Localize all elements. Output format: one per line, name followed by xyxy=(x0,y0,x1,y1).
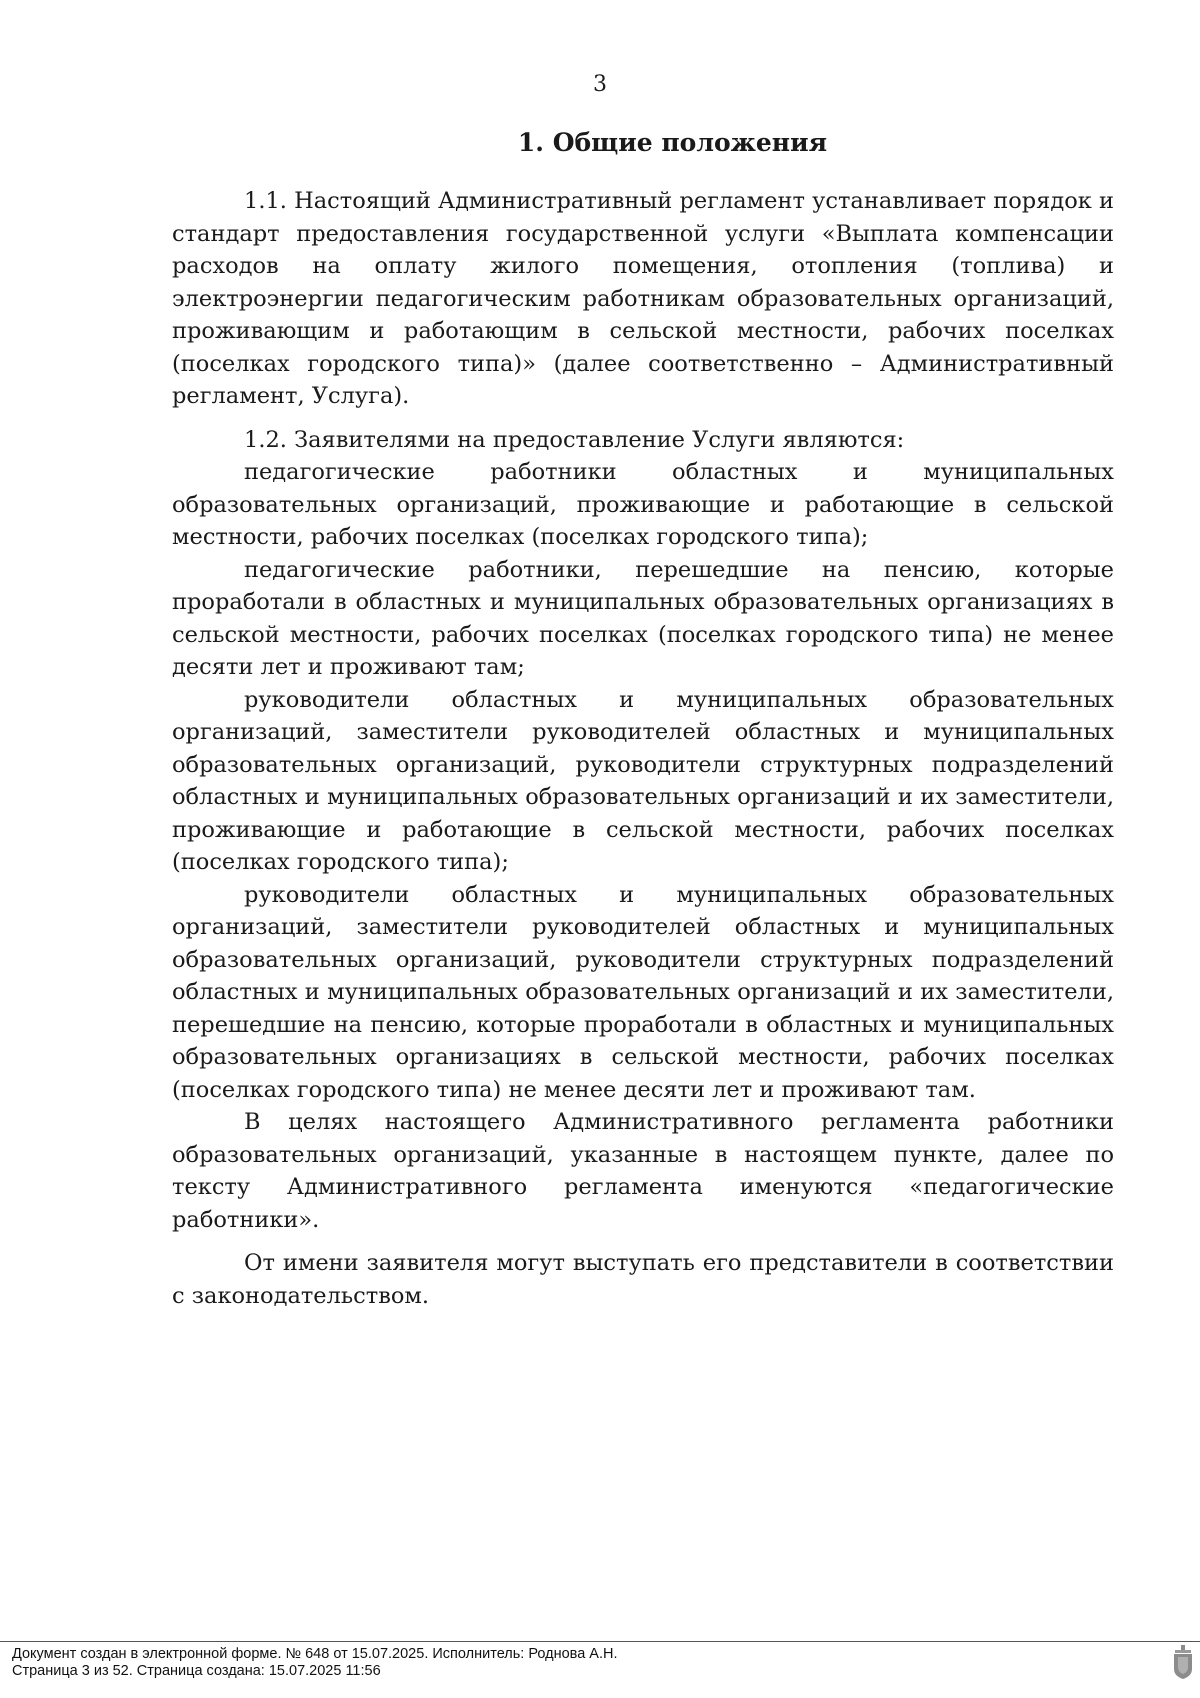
footer-line-document-info: Документ создан в электронной форме. № 648 от 15.07.2025. Исполнитель: Роднова А.Н. xyxy=(12,1646,618,1662)
footer-line-page-info: Страница 3 из 52. Страница создана: 15.07.2025 11:56 xyxy=(12,1663,381,1679)
applicant-category-2: педагогические работники, перешедшие на пенсию, которые проработали в областных и муниципальных образовательных организациях в сельской местности, рабочих поселках (поселках городского типа) не менее десяти лет и проживают там; xyxy=(172,556,1114,680)
applicant-category-3: руководители областных и муниципальных образовательных организаций, заместители руководителей областных и муниципальных образовательных организаций, руководители структурных подразделений областных и муниципальных образовательных организаций и их заместители, проживающие и работающие в сельской местности, рабочих поселках (поселках городского типа); xyxy=(172,686,1114,875)
paragraph-1-1: 1.1. Настоящий Административный регламент устанавливает порядок и стандарт предоставления государственной услуги «Выплата компенсации расходов на оплату жилого помещения, отопления (топлива) и электроэнергии педагогическим работникам образовательных организаций, проживающим и работающим в сельской местности, рабочих поселках (поселках городского типа)» (далее соответственно – Административный регламент, Услуга). xyxy=(172,188,1114,409)
applicant-category-4: руководители областных и муниципальных образовательных организаций, заместители руководителей областных и муниципальных образовательных организаций, руководители структурных подразделений областных и муниципальных образовательных организаций и их заместители, перешедшие на пенсию, которые проработали в областных и муниципальных образовательных организациях в сельской местности, рабочих поселках (поселках городского типа) не менее десяти лет и проживают там. xyxy=(172,881,1114,1103)
paragraph-1-2: 1.2. Заявителями на предоставление Услуги являются: xyxy=(244,426,905,453)
footer-divider xyxy=(0,1641,1200,1642)
representative-paragraph: От имени заявителя могут выступать его представители в соответствии с законодательством. xyxy=(172,1250,1114,1309)
section-heading: 1. Общие положения xyxy=(517,128,828,157)
document-footer xyxy=(12,1646,618,1680)
document-body xyxy=(172,185,1114,1312)
applicant-category-1: педагогические работники областных и муниципальных образовательных организаций, проживающие и работающие в сельской местности, рабочих поселках (поселках городского типа); xyxy=(172,459,1114,550)
definition-paragraph: В целях настоящего Административного регламента работники образовательных организаций, указанные в настоящем пункте, далее по тексту Административного регламента именуются «педагогические работники». xyxy=(172,1109,1114,1233)
coat-of-arms-icon xyxy=(1173,1645,1193,1679)
page-number: 3 xyxy=(593,72,607,97)
